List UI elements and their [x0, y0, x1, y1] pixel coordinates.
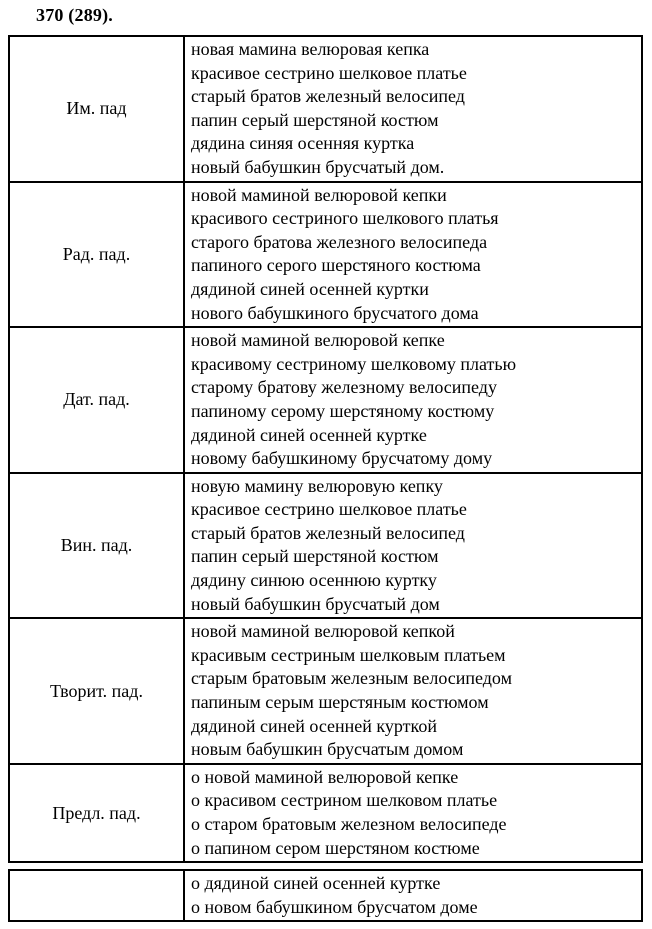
forms-cell-prepositional: [185, 765, 641, 861]
form-line: дядина синяя осенняя куртка: [191, 133, 415, 154]
form-line: новый бабушкин брусчатый дом.: [191, 156, 445, 177]
case-label-dative: Дат. пад.: [10, 328, 185, 472]
table-row-prepositional-continued: [10, 871, 641, 920]
case-label-nominative: Им. пад: [10, 37, 185, 181]
form-line: новым бабушкин брусчатым домом: [191, 739, 464, 760]
exercise-number: 370 (289).: [36, 5, 113, 25]
forms-cell-accusative: [185, 474, 641, 618]
form-line: старый братов железный велосипед: [191, 86, 465, 107]
form-line: старого братова железного велосипеда: [191, 231, 488, 252]
form-line: красивого сестриного шелкового платья: [191, 208, 499, 229]
form-line: новой маминой велюровой кепки: [191, 184, 447, 205]
table-row-accusative: [10, 474, 641, 620]
form-line: дядиной синей осенней курткой: [191, 715, 437, 736]
forms-cell-genitive: [185, 183, 641, 327]
forms-cell-nominative: [185, 37, 641, 181]
form-line: о дядиной синей осенней куртке: [191, 873, 441, 894]
table-row-genitive: [10, 183, 641, 329]
declension-table: [8, 35, 643, 863]
form-line: красивое сестрино шелковое платье: [191, 62, 467, 83]
form-line: красивым сестриным шелковым платьем: [191, 644, 506, 665]
form-line: папин серый шерстяной костюм: [191, 546, 439, 567]
form-line: новой маминой велюровой кепке: [191, 330, 445, 351]
form-line: о красивом сестрином шелковом платье: [191, 790, 498, 811]
form-line: старым братовым железным велосипедом: [191, 668, 512, 689]
case-label-genitive: Рад. пад.: [10, 183, 185, 327]
form-line: папиному серому шерстяному костюму: [191, 400, 495, 421]
form-line: о старом братовым железном велосипеде: [191, 814, 507, 834]
form-line: новой маминой велюровой кепкой: [191, 621, 455, 642]
forms-cell-instrumental: [185, 619, 641, 763]
form-line: новому бабушкиному брусчатому дому: [191, 448, 493, 469]
form-line: нового бабушкиного брусчатого дома: [191, 302, 479, 323]
table-row-instrumental: [10, 619, 641, 765]
case-label-accusative: Вин. пад.: [10, 474, 185, 618]
table-row-prepositional: [10, 765, 641, 861]
form-line: дядиной синей осенней куртке: [191, 424, 427, 445]
table-row-dative: [10, 328, 641, 474]
case-label-instrumental: Творит. пад.: [10, 619, 185, 763]
form-line: старому братову железному велосипеду: [191, 377, 497, 398]
form-line: дядиной синей осенней куртки: [191, 278, 429, 299]
form-line: дядину синюю осеннюю куртку: [191, 570, 437, 591]
form-line: красивому сестриному шелковому платью: [191, 353, 517, 374]
form-line: красивое сестрино шелковое платье: [191, 499, 467, 520]
form-line: папиным серым шерстяным костюмом: [191, 692, 489, 713]
form-line: новая мамина велюровая кепка: [191, 39, 430, 59]
form-line: о новой маминой велюровой кепке: [191, 766, 459, 787]
form-line: новую мамину велюровую кепку: [191, 475, 443, 496]
form-line: новый бабушкин брусчатый дом: [191, 593, 440, 614]
form-line: о папином сером шерстяном костюме: [191, 837, 480, 858]
form-line: папин серый шерстяной костюм: [191, 109, 439, 130]
table-row-nominative: [10, 37, 641, 183]
form-line: старый братов железный велосипед: [191, 522, 465, 543]
case-label-prepositional: Предл. пад.: [10, 765, 185, 861]
form-line: о новом бабушкином брусчатом доме: [191, 896, 478, 917]
continuation-table: [8, 869, 643, 922]
form-line: папиного серого шерстяного костюма: [191, 255, 481, 276]
forms-cell-dative: [185, 328, 641, 472]
case-label-empty: [10, 871, 185, 920]
forms-cell-prepositional-continued: [185, 871, 641, 920]
